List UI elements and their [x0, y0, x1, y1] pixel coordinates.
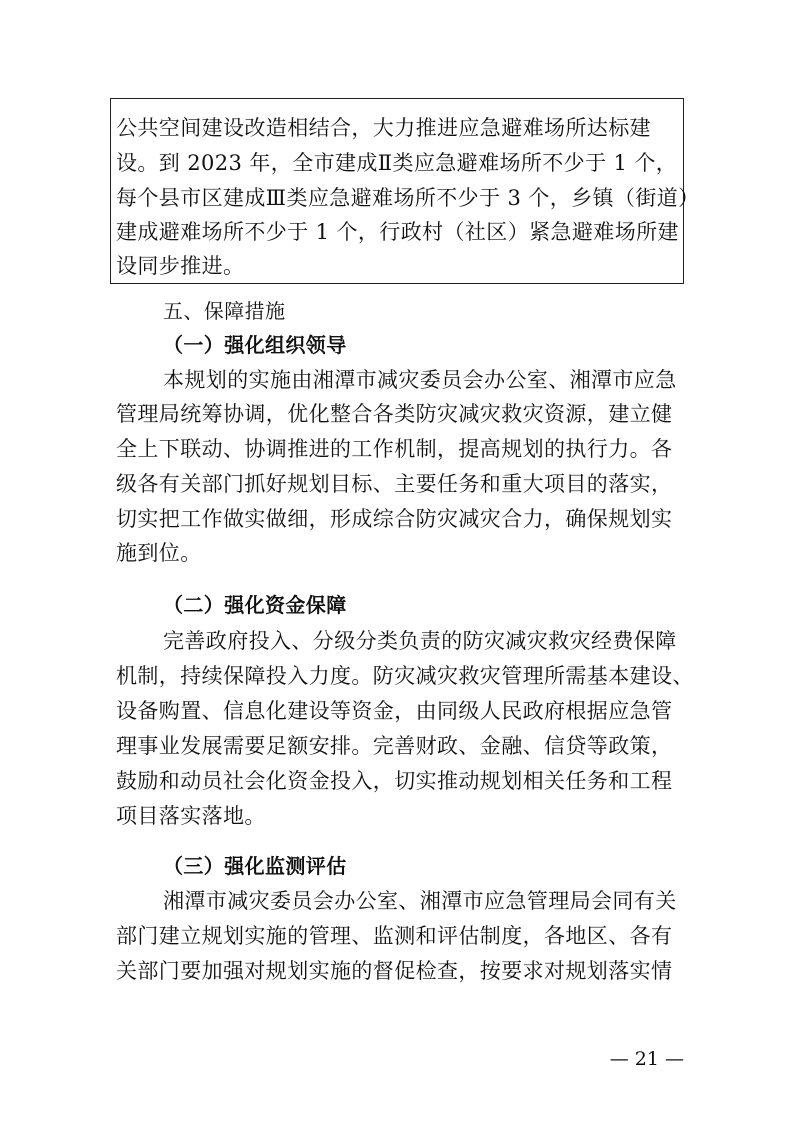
subsection-title: （二）强化资金保障	[163, 593, 347, 617]
box-line: 公共空间建设改造相结合，大力推进应急避难场所达标建	[116, 116, 651, 140]
box-line: 每个县市区建成Ⅲ类应急避难场所不少于 3 个，乡镇（街道）	[116, 186, 700, 210]
paragraph-line: 切实把工作做实做细，形成综合防灾减灾合力，确保规划实	[116, 507, 673, 531]
box-line: 设。到 2023 年，全市建成Ⅱ类应急避难场所不少于 1 个，	[116, 151, 678, 175]
paragraph-line: 设备购置、信息化建设等资金，由同级人民政府根据应急管	[116, 699, 673, 723]
paragraph-line: 机制，持续保障投入力度。防灾减灾救灾管理所需基本建设、	[116, 664, 694, 688]
paragraph-line: 管理局统筹协调，优化整合各类防灾减灾救灾资源，建立健	[116, 402, 673, 426]
paragraph-line: 湘潭市减灾委员会办公室、湘潭市应急管理局会同有关	[163, 889, 677, 913]
page-number: — 21 —	[609, 1048, 684, 1070]
paragraph-line: 鼓励和动员社会化资金投入，切实推动规划相关任务和工程	[116, 769, 673, 793]
paragraph-line: 级各有关部门抓好规划目标、主要任务和重大项目的落实，	[116, 472, 673, 496]
paragraph-line: 项目落实落地。	[116, 804, 266, 828]
paragraph-line: 完善政府投入、分级分类负责的防灾减灾救灾经费保障	[163, 629, 677, 653]
box-line: 设同步推进。	[116, 254, 245, 278]
subsection-title: （一）强化组织领导	[163, 333, 347, 357]
paragraph-line: 部门建立规划实施的管理、监测和评估制度，各地区、各有	[116, 924, 673, 948]
subsection-title: （三）强化监测评估	[163, 854, 347, 878]
paragraph-line: 施到位。	[116, 541, 202, 565]
paragraph-line: 关部门要加强对规划实施的督促检查，按要求对规划落实情	[116, 959, 673, 983]
paragraph-line: 理事业发展需要足额安排。完善财政、金融、信贷等政策，	[116, 734, 673, 758]
paragraph-line: 全上下联动、协调推进的工作机制，提高规划的执行力。各	[116, 437, 673, 461]
paragraph-line: 本规划的实施由湘潭市减灾委员会办公室、湘潭市应急	[163, 368, 677, 392]
box-line: 建成避难场所不少于 1 个，行政村（社区）紧急避难场所建	[116, 220, 679, 244]
section-title: 五、保障措施	[163, 299, 286, 323]
